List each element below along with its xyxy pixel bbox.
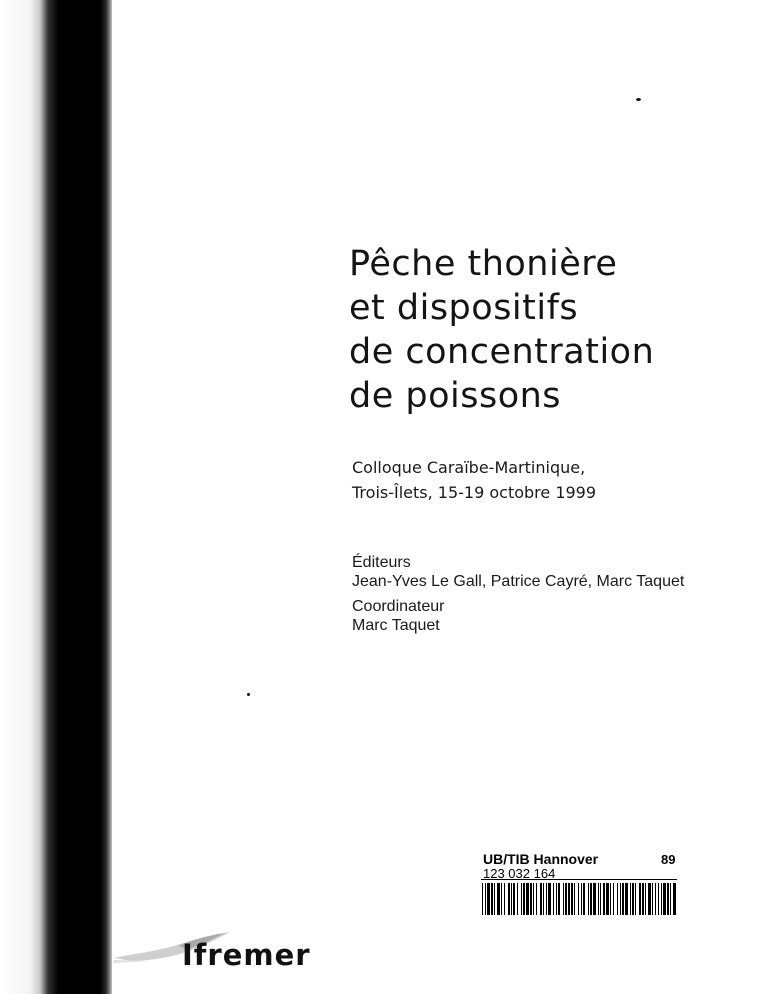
barcode-bar: [513, 883, 515, 915]
title-line: et dispositifs: [349, 288, 579, 328]
barcode-bar: [548, 883, 551, 915]
barcode-bar: [632, 883, 634, 915]
barcode-bar: [622, 883, 624, 915]
editors-names: Jean-Yves Le Gall, Patrice Cayré, Marc Taquet: [352, 573, 685, 590]
barcode-bar: [617, 883, 618, 915]
barcode-bar: [625, 883, 628, 915]
barcode-bar: [533, 883, 534, 915]
barcode-bar: [658, 883, 659, 915]
conference-info: [352, 455, 596, 505]
barcode-bar: [568, 883, 570, 915]
barcode-bar: [543, 883, 544, 915]
barcode-bar: [670, 883, 671, 915]
title-line: de concentration: [349, 332, 655, 372]
conference-name: Colloque Caraïbe-Martinique,: [352, 458, 586, 477]
barcode-bar: [578, 883, 579, 915]
barcode-bar: [556, 883, 557, 915]
barcode-bar: [667, 883, 669, 915]
barcode-bar: [536, 883, 537, 915]
barcode-bar: [491, 883, 493, 915]
barcode-bar: [494, 883, 495, 915]
barcode-bar: [526, 883, 529, 915]
barcode-bar: [504, 883, 505, 915]
barcode-bar: [639, 883, 641, 915]
barcode-bar: [603, 883, 605, 915]
scan-speck: [247, 693, 250, 696]
barcode-bar: [558, 883, 560, 915]
barcode-bar: [635, 883, 636, 915]
conference-place-date: Trois-Îlets, 15-19 octobre 1999: [352, 483, 597, 502]
library-label: UB/TIB Hannover: [483, 851, 599, 867]
barcode-bar: [588, 883, 589, 915]
barcode-bar: [642, 883, 644, 915]
barcode-bar: [511, 883, 512, 915]
barcode-bar: [571, 883, 573, 915]
library-number: 123 032 164: [483, 866, 556, 881]
barcode-bar: [565, 883, 567, 915]
barcode-bar: [574, 883, 575, 915]
barcode-bar: [487, 883, 490, 915]
barcode: [481, 879, 677, 915]
barcode-bar: [530, 883, 532, 915]
barcode-bar: [673, 883, 676, 915]
editors-block: [352, 553, 684, 591]
barcode-bar: [546, 883, 547, 915]
publisher-logo-text: Ifremer: [182, 938, 311, 972]
barcode-bar: [652, 883, 653, 915]
scan-speck: [636, 98, 641, 101]
barcode-bar: [583, 883, 585, 915]
coordinator-heading: Coordinateur: [352, 598, 445, 615]
coordinator-block: [352, 597, 445, 635]
barcode-bar: [648, 883, 651, 915]
barcode-bar: [593, 883, 596, 915]
barcode-bar: [600, 883, 601, 915]
coordinator-name: Marc Taquet: [352, 617, 440, 634]
title-line: Pêche thonière: [349, 244, 618, 284]
barcode-bar: [501, 883, 502, 915]
barcode-bar: [613, 883, 614, 915]
barcode-bar: [553, 883, 554, 915]
barcode-bar: [540, 883, 542, 915]
barcode-bar: [620, 883, 621, 915]
barcode-bar: [485, 883, 486, 915]
editors-heading: Éditeurs: [352, 554, 411, 571]
book-title: [349, 242, 654, 418]
barcode-bar: [508, 883, 510, 915]
barcode-bar: [606, 883, 609, 915]
barcode-bar: [630, 883, 631, 915]
barcode-bar: [645, 883, 646, 915]
binding-edge: [0, 0, 112, 994]
barcode-bar: [521, 883, 522, 915]
barcode-bar: [563, 883, 564, 915]
barcode-bar: [663, 883, 666, 915]
barcode-bar: [661, 883, 662, 915]
barcode-bar: [497, 883, 500, 915]
barcode-bar: [517, 883, 518, 915]
barcode-bar: [482, 883, 483, 915]
library-code: 89: [661, 852, 676, 867]
barcode-bar: [598, 883, 599, 915]
barcode-bar: [655, 883, 656, 915]
title-line: de poissons: [349, 376, 562, 416]
barcode-bar: [523, 883, 525, 915]
barcode-bar: [590, 883, 592, 915]
barcode-bar: [610, 883, 611, 915]
barcode-bar: [581, 883, 582, 915]
